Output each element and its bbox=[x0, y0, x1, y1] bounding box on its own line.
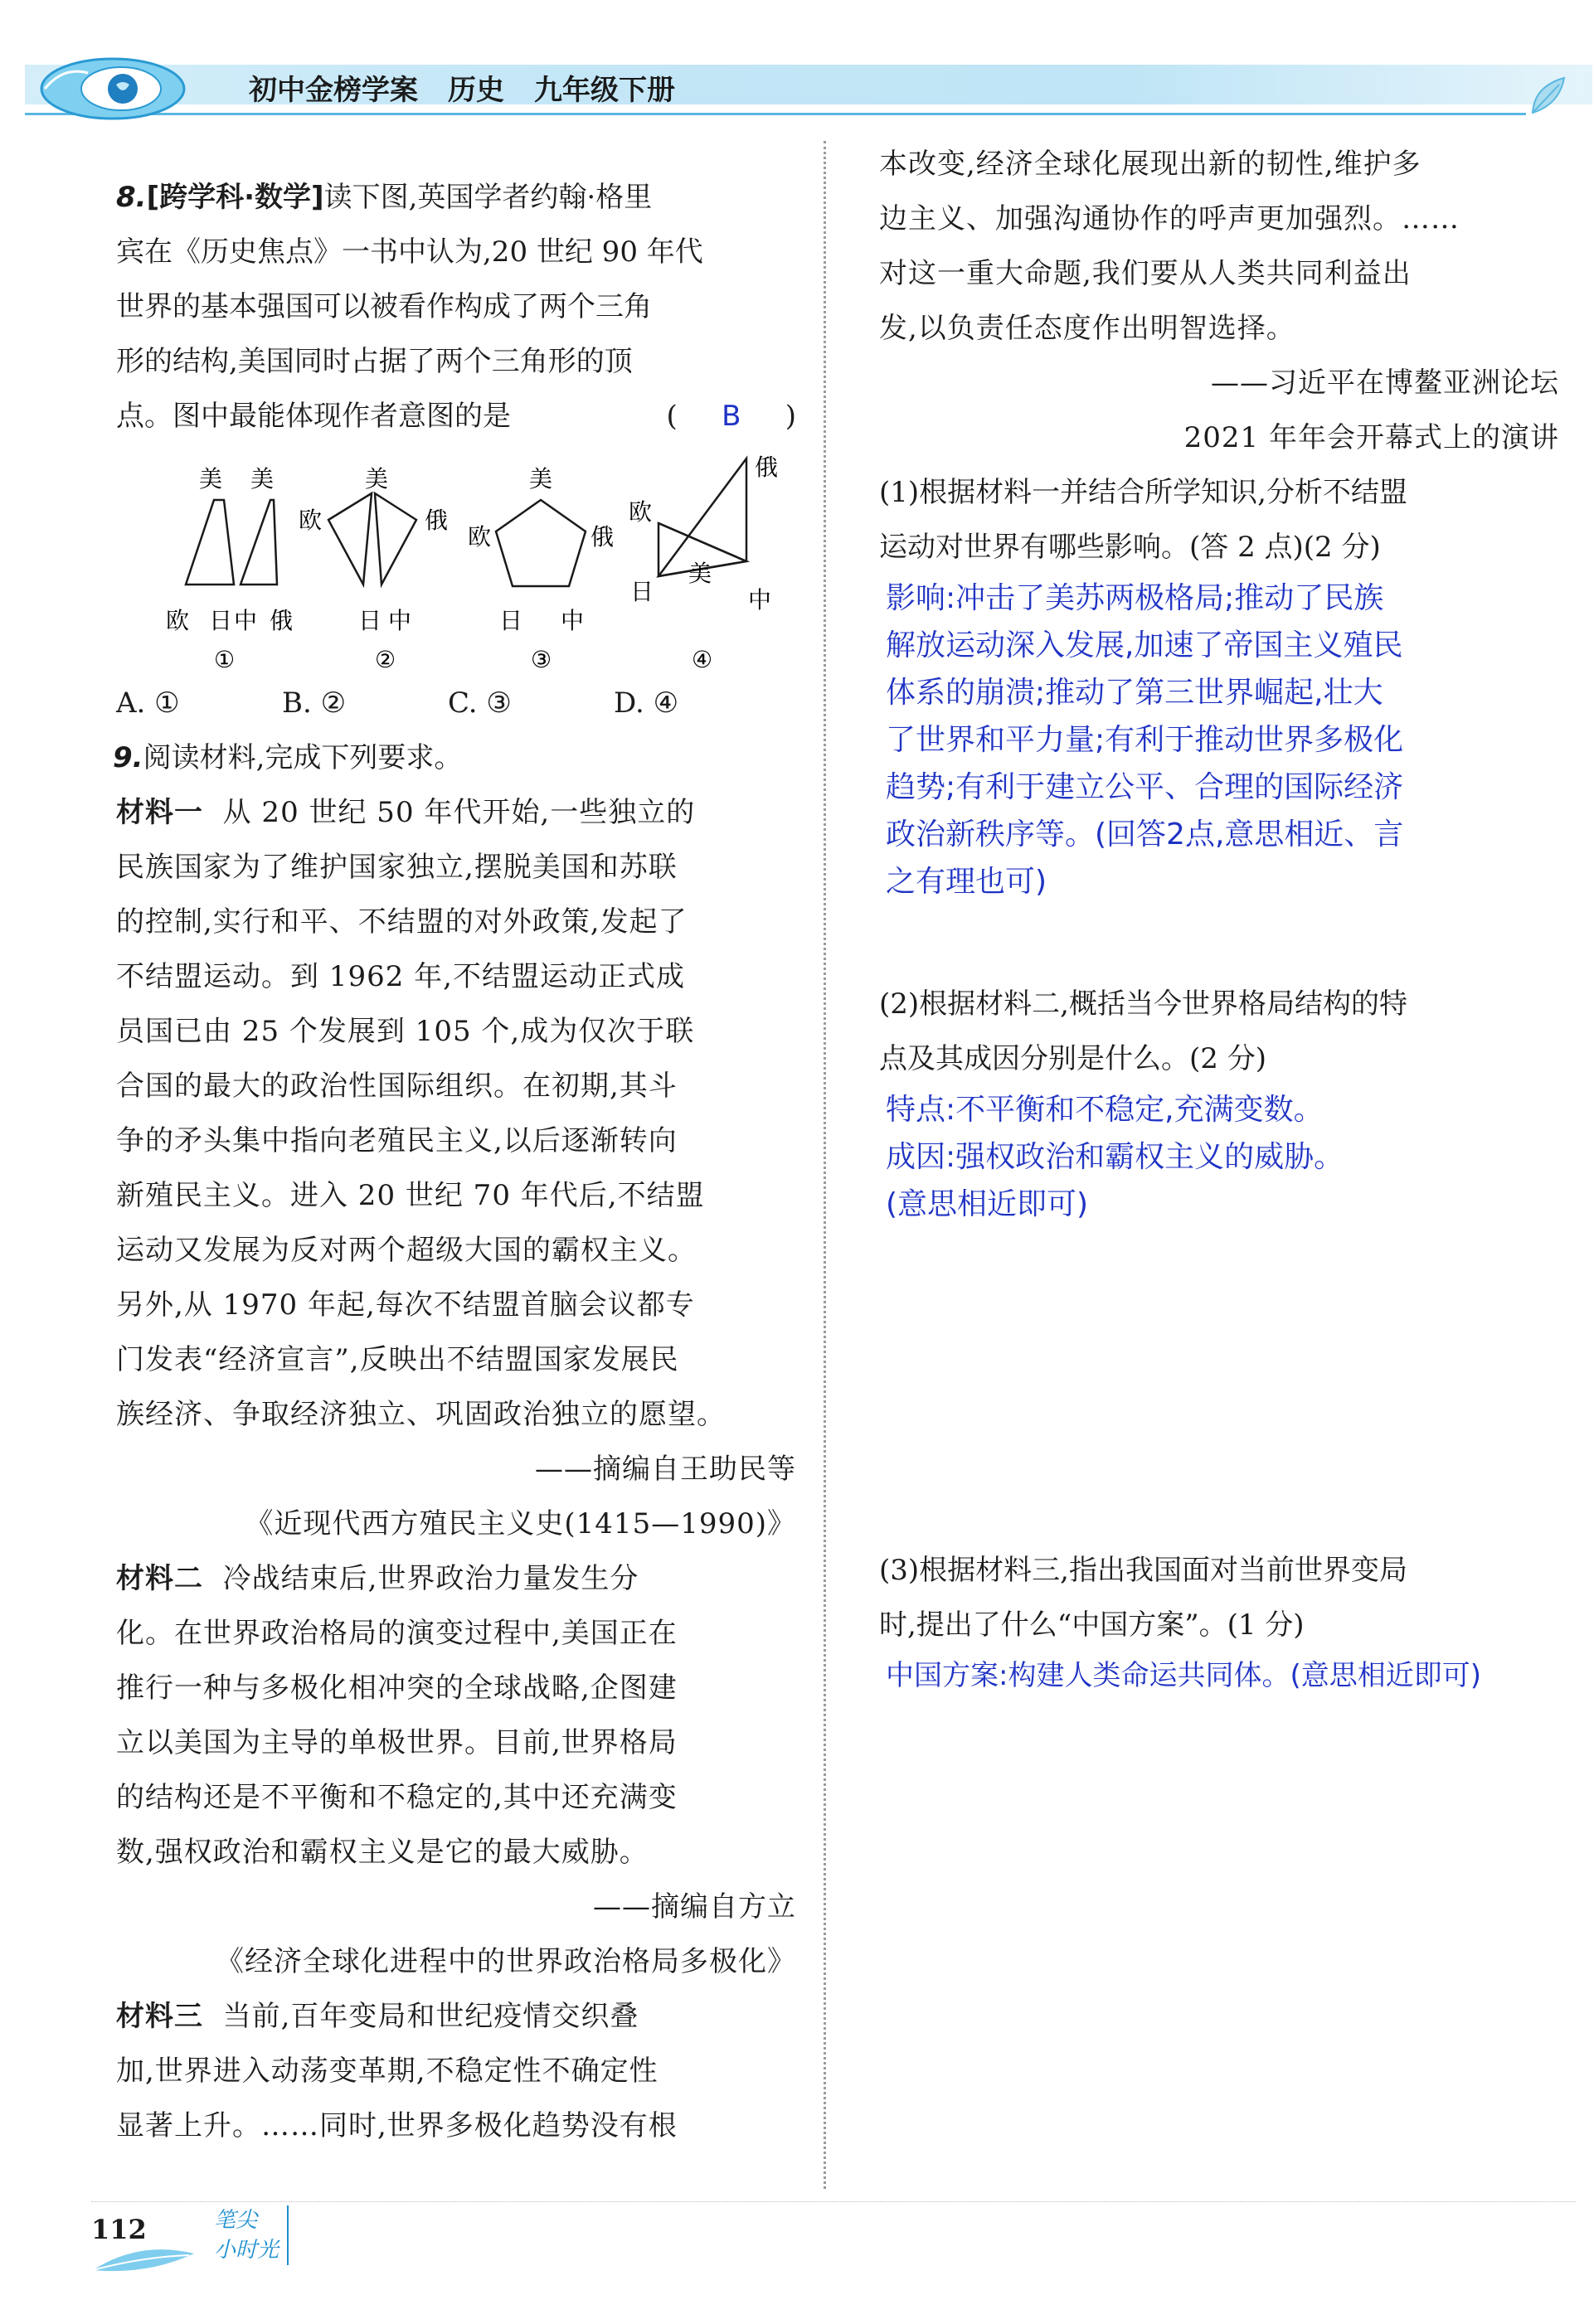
m3-cont-2: 边主义、加强沟通协作的呼声更加强烈。…… bbox=[879, 202, 1460, 235]
q8-answer: B bbox=[722, 400, 741, 433]
d2-triangle-right bbox=[375, 493, 416, 585]
footer-rule bbox=[91, 2201, 1576, 2202]
ans3-text: 中国方案:构建人类命运共同体。(意思相近即可) bbox=[886, 1659, 1481, 1692]
d4-label-lr: 中 bbox=[748, 586, 772, 614]
q9-intro: 阅读材料,完成下列要求。 bbox=[143, 741, 463, 774]
right-column bbox=[879, 137, 1559, 1700]
m1-source-2: 《近现代西方殖民主义史(1415—1990)》 bbox=[245, 1507, 796, 1540]
d3-label-right: 俄 bbox=[590, 523, 615, 551]
grade-name: 九年级下册 bbox=[534, 73, 675, 107]
d3-label-bot-a: 日 bbox=[499, 607, 523, 634]
ans1-text-5: 趋势;有利于建立公平、合理的国际经济 bbox=[886, 770, 1404, 804]
footer-brand bbox=[214, 2205, 289, 2265]
d1-triangle-right bbox=[241, 500, 277, 585]
sub-question-1 bbox=[879, 465, 1559, 575]
option-b: B. ② bbox=[282, 687, 347, 720]
d3-pentagon bbox=[496, 500, 586, 586]
sub2-text-2: 点及其成因分别是什么。(2 分) bbox=[879, 1042, 1266, 1075]
answer-2 bbox=[879, 1086, 1559, 1228]
d2-label-top: 美 bbox=[365, 465, 389, 492]
material-2 bbox=[116, 1551, 796, 1989]
q9-number: 9. bbox=[113, 741, 143, 774]
m3-text-1: 当前,百年变局和世纪疫情交织叠 bbox=[222, 2000, 639, 2033]
d2-number: ② bbox=[375, 646, 396, 673]
d4-label-ll: 日 bbox=[630, 578, 654, 605]
q9-intro-line bbox=[113, 730, 796, 785]
material-1 bbox=[116, 785, 796, 1551]
d2-label-bot-a: 日 bbox=[358, 607, 382, 634]
option-a: A. ① bbox=[116, 687, 180, 720]
header-title bbox=[249, 62, 675, 112]
option-d: D. ④ bbox=[614, 687, 679, 720]
q8-line-1 bbox=[116, 170, 796, 225]
q8-diagrams bbox=[116, 452, 796, 676]
d4-label-ul: 欧 bbox=[629, 498, 653, 526]
m2-text-6: 数,强权政治和霸权主义是它的最大威胁。 bbox=[116, 1836, 649, 1869]
d1-label-bot-c: 中 bbox=[234, 607, 258, 634]
m1-text-11: 门发表“经济宣言”,反映出不结盟国家发展民 bbox=[116, 1343, 679, 1376]
material-3-cont bbox=[879, 137, 1559, 465]
book-logo-icon bbox=[38, 55, 187, 123]
answer-1 bbox=[879, 575, 1559, 905]
d1-triangle-left bbox=[186, 500, 234, 585]
m1-text-7: 争的矛头集中指向老殖民主义,以后逐渐转向 bbox=[116, 1124, 678, 1157]
series-name: 初中金榜学案 bbox=[249, 73, 418, 107]
m3-source-2: 2021 年年会开幕式上的演讲 bbox=[1183, 421, 1559, 454]
m3-line-1 bbox=[116, 1989, 796, 2044]
m2-text-2: 化。在世界政治格局的演变过程中,美国正在 bbox=[116, 1617, 678, 1650]
m3-cont-3: 对这一重大命题,我们要从人类共同利益出 bbox=[879, 257, 1412, 290]
d1-label-top-b: 美 bbox=[250, 465, 275, 492]
ans2-text-2: 成因:强权政治和霸权主义的威胁。 bbox=[886, 1140, 1344, 1174]
m1-source-1: ——摘编自王助民等 bbox=[535, 1453, 796, 1486]
m1-text-5: 员国已由 25 个发展到 105 个,成为仅次于联 bbox=[116, 1015, 695, 1048]
diagram-4 bbox=[629, 454, 778, 673]
m2-source-1: ——摘编自方立 bbox=[593, 1890, 796, 1924]
m3-source-1: ——习近平在博鳌亚洲论坛 bbox=[1211, 366, 1559, 400]
q8-text-5: 点。图中最能体现作者意图的是 bbox=[116, 400, 511, 433]
sub3-text-2: 时,提出了什么“中国方案”。(1 分) bbox=[879, 1608, 1305, 1642]
q8-text-4: 形的结构,美国同时占据了两个三角形的顶 bbox=[116, 345, 633, 378]
m1-text-6: 合国的最大的政治性国际组织。在初期,其斗 bbox=[116, 1070, 678, 1103]
m3-text-3: 显著上升。……同时,世界多极化趋势没有根 bbox=[116, 2109, 678, 2142]
m3-label: 材料三 bbox=[116, 2000, 203, 2033]
m2-label: 材料二 bbox=[116, 1562, 203, 1595]
m2-line-1 bbox=[116, 1551, 796, 1606]
d3-label-top: 美 bbox=[529, 465, 553, 492]
sub-question-2 bbox=[879, 977, 1559, 1086]
header-rule bbox=[25, 113, 1526, 115]
sub3-text-1: (3)根据材料三,指出我国面对当前世界变局 bbox=[879, 1554, 1407, 1587]
m1-text-1: 从 20 世纪 50 年代开始,一些独立的 bbox=[222, 796, 696, 829]
m3-cont-4: 发,以负责任态度作出明智选择。 bbox=[879, 312, 1295, 345]
paren-open: ( bbox=[666, 400, 678, 433]
sub1-text-1: (1)根据材料一并结合所学知识,分析不结盟 bbox=[879, 476, 1407, 509]
q8-answer-bracket bbox=[666, 389, 796, 444]
leaf-icon bbox=[1526, 75, 1567, 116]
q8-tag: [跨学科·数学] bbox=[146, 181, 324, 214]
d1-label-top-a: 美 bbox=[199, 465, 223, 492]
m3-cont-1: 本改变,经济全球化展现出新的韧性,维护多 bbox=[879, 148, 1421, 181]
q8-text-3: 世界的基本强国可以被看作构成了两个三角 bbox=[116, 290, 652, 323]
q8-text-1: 读下图,英国学者约翰·格里 bbox=[323, 181, 653, 214]
diagram-1 bbox=[166, 465, 293, 673]
m2-text-1: 冷战结束后,世界政治力量发生分 bbox=[222, 1562, 639, 1595]
q8-text-2: 宾在《历史焦点》一书中认为,20 世纪 90 年代 bbox=[116, 235, 703, 269]
m2-text-4: 立以美国为主导的单极世界。目前,世界格局 bbox=[116, 1726, 678, 1759]
m1-text-10: 另外,从 1970 年起,每次不结盟首脑会议都专 bbox=[116, 1288, 695, 1322]
left-column bbox=[113, 170, 796, 2153]
ans1-text-2: 解放运动深入发展,加速了帝国主义殖民 bbox=[886, 628, 1403, 662]
q8-options bbox=[116, 676, 796, 730]
d1-label-bot-b: 日 bbox=[209, 607, 233, 634]
ans1-text-1: 影响:冲击了美苏两极格局;推动了民族 bbox=[886, 581, 1384, 615]
m1-text-9: 运动又发展为反对两个超级大国的霸权主义。 bbox=[116, 1234, 697, 1267]
q8-line-5 bbox=[116, 389, 796, 444]
d1-number: ① bbox=[214, 646, 236, 673]
d3-label-bot-b: 中 bbox=[561, 607, 585, 634]
sub2-text-1: (2)根据材料二,概括当今世界格局结构的特 bbox=[879, 987, 1407, 1021]
column-divider bbox=[824, 141, 826, 2189]
ans2-text-1: 特点:不平衡和不稳定,充满变数。 bbox=[886, 1093, 1324, 1127]
page-number: 112 bbox=[91, 2214, 147, 2245]
d2-label-bot-b: 中 bbox=[388, 607, 412, 634]
m1-text-8: 新殖民主义。进入 20 世纪 70 年代后,不结盟 bbox=[116, 1179, 705, 1212]
ans1-text-7: 之有理也可) bbox=[886, 865, 1047, 899]
m1-text-3: 的控制,实行和平、不结盟的对外政策,发起了 bbox=[116, 905, 688, 939]
d3-label-left: 欧 bbox=[468, 523, 492, 551]
m1-text-12: 族经济、争取经济独立、巩固政治独立的愿望。 bbox=[116, 1398, 726, 1431]
paren-close: ) bbox=[785, 400, 796, 433]
option-c: C. ③ bbox=[448, 687, 512, 720]
d4-label-center: 美 bbox=[688, 560, 712, 587]
brand-line-2: 小时光 bbox=[214, 2238, 279, 2263]
material-3-start bbox=[116, 1989, 796, 2153]
m2-text-3: 推行一种与多极化相冲突的全球战略,企图建 bbox=[116, 1671, 678, 1705]
ans2-text-3: (意思相近即可) bbox=[886, 1187, 1089, 1221]
d4-triangle-right bbox=[658, 458, 746, 576]
answer-3 bbox=[879, 1652, 1559, 1700]
q8-number: 8. bbox=[116, 181, 147, 214]
brand-line-1: 笔尖 bbox=[214, 2208, 258, 2233]
ans1-text-3: 体系的崩溃;推动了第三世界崛起,壮大 bbox=[886, 676, 1383, 710]
sub1-text-2: 运动对世界有哪些影响。(答 2 点)(2 分) bbox=[879, 531, 1381, 564]
diagram-3 bbox=[468, 465, 614, 673]
ans1-text-4: 了世界和平力量;有利于推动世界多极化 bbox=[886, 723, 1404, 757]
m3-text-2: 加,世界进入动荡变革期,不稳定性不确定性 bbox=[116, 2055, 658, 2088]
feather-icon bbox=[90, 2245, 197, 2278]
m1-text-2: 民族国家为了维护国家独立,摆脱美国和苏联 bbox=[116, 851, 678, 884]
m1-label: 材料一 bbox=[116, 796, 203, 829]
d4-number: ④ bbox=[692, 646, 713, 673]
d1-label-bot-d: 俄 bbox=[270, 607, 294, 634]
d3-number: ③ bbox=[531, 646, 552, 673]
ans1-text-6: 政治新秩序等。(回答2点,意思相近、言 bbox=[886, 818, 1404, 851]
diagram-2 bbox=[299, 465, 448, 673]
d2-label-right: 俄 bbox=[425, 507, 449, 534]
d2-label-left: 欧 bbox=[299, 507, 323, 534]
d4-label-ur: 俄 bbox=[755, 454, 779, 481]
m1-line-1 bbox=[116, 785, 796, 840]
m1-text-4: 不结盟运动。到 1962 年,不结盟运动正式成 bbox=[116, 960, 685, 993]
d2-triangle-left bbox=[328, 493, 372, 585]
m2-text-5: 的结构还是不平衡和不稳定的,其中还充满变 bbox=[116, 1781, 678, 1814]
d1-label-bot-a: 欧 bbox=[166, 607, 190, 634]
subject-name: 历史 bbox=[448, 73, 504, 107]
sub-question-3 bbox=[879, 1543, 1559, 1652]
m2-source-2: 《经济全球化进程中的世界政治格局多极化》 bbox=[216, 1945, 796, 1978]
